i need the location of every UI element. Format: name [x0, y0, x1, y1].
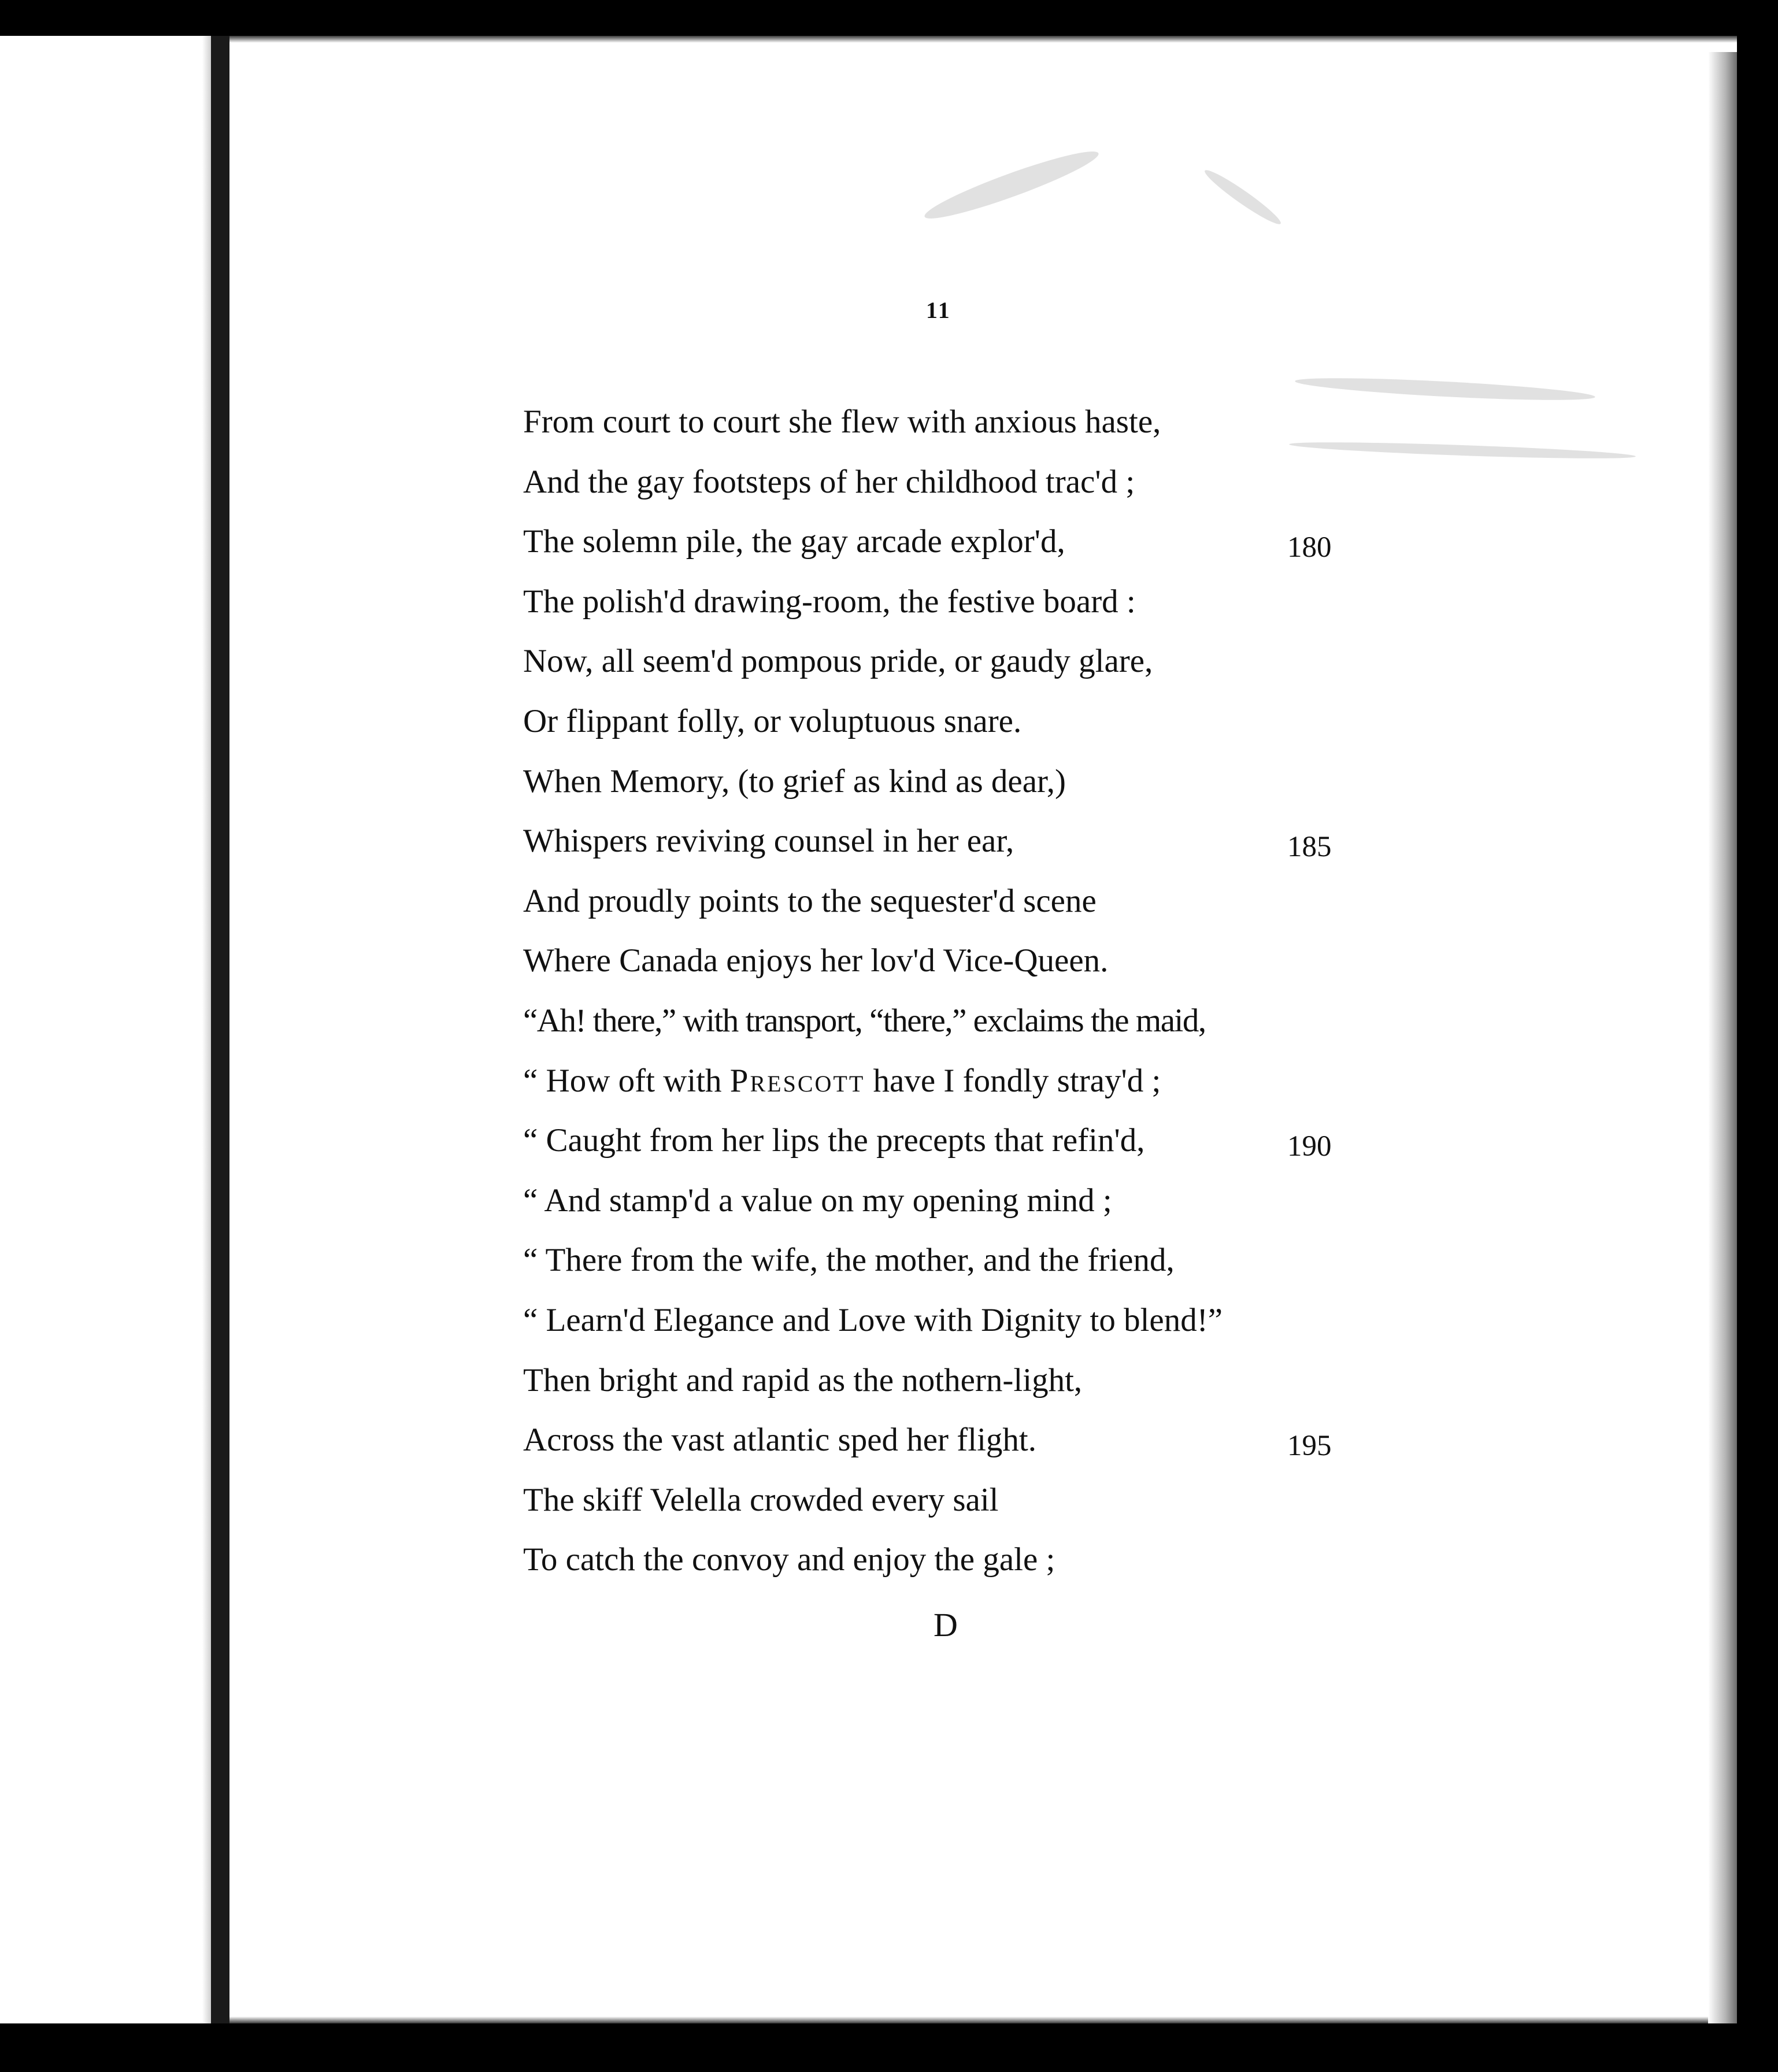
page-stain	[1201, 165, 1284, 229]
line-number: 190	[1287, 1130, 1332, 1163]
poem-line-text: “ There from the wife, the mother, and the friend,	[523, 1242, 1175, 1279]
poem-line	[523, 701, 1350, 761]
poem-line-text: When Memory, (to grief as kind as dear,)	[523, 763, 1066, 800]
poem-line-text: Whispers reviving counsel in her ear,	[523, 823, 1014, 860]
poem-line-text: “Ah! there,” with transport, “there,” exclaims the maid,	[523, 1002, 1206, 1039]
poem-line	[523, 881, 1350, 941]
poem-line	[523, 1061, 1350, 1121]
poem-line	[523, 402, 1350, 462]
line-number: 195	[1287, 1430, 1332, 1463]
poem-line	[523, 1540, 1350, 1600]
poem-line	[523, 821, 1350, 881]
page-stain	[921, 142, 1102, 227]
signature-mark: D	[934, 1606, 958, 1644]
poem-line-text: Or flippant folly, or voluptuous snare.	[523, 702, 1022, 739]
poem-line	[523, 521, 1350, 582]
page-number: 11	[926, 297, 951, 323]
line-number: 185	[1287, 831, 1332, 864]
page-stain	[1295, 373, 1596, 404]
poem-line-text	[523, 1061, 1161, 1101]
poem-line	[523, 761, 1350, 822]
poem-line-text: Now, all seem'd pompous pride, or gaudy glare,	[523, 643, 1153, 680]
gutter-shadow	[202, 36, 211, 2023]
poem-line-text: “ Learn'd Elegance and Love with Dignity to blend!”	[523, 1301, 1223, 1338]
poem-line-text: From court to court she flew with anxious haste,	[523, 404, 1161, 440]
poem-line	[523, 1480, 1350, 1540]
poem-line	[523, 1360, 1350, 1420]
poem-line-text: And the gay footsteps of her childhood trac'd ;	[523, 463, 1135, 500]
line-number: 180	[1287, 531, 1332, 564]
poem-line	[523, 1181, 1350, 1241]
scan-border-bottom	[0, 2023, 1778, 2072]
poem-text	[523, 402, 1350, 1600]
poem-line	[523, 641, 1350, 701]
poem-line-text: To catch the convoy and enjoy the gale ;	[523, 1541, 1055, 1578]
poem-line	[523, 1420, 1350, 1480]
poem-line	[523, 1300, 1350, 1360]
poem-line-text: The solemn pile, the gay arcade explor'd,	[523, 523, 1065, 560]
poem-line-text-before: “ How oft with	[523, 1062, 730, 1099]
scan-border-right	[1737, 0, 1778, 2072]
scan-border-top	[0, 0, 1778, 36]
poem-line-text: “ Caught from her lips the precepts that refin'd,	[523, 1122, 1145, 1159]
poem-line-text: Across the vast atlantic sped her flight.	[523, 1422, 1037, 1459]
poem-line	[523, 941, 1350, 1001]
name-small-caps: Prescott	[729, 1062, 865, 1099]
poem-line-text: And proudly points to the sequester'd scene	[523, 882, 1097, 919]
page-right-edge-shadow	[1708, 52, 1737, 2023]
poem-line-text: “ And stamp'd a value on my opening mind ;	[523, 1182, 1112, 1219]
book-gutter	[211, 36, 229, 2023]
poem-line-text: Where Canada enjoys her lov'd Vice-Queen.	[523, 942, 1109, 979]
poem-line	[523, 582, 1350, 642]
poem-line	[523, 1001, 1350, 1061]
poem-line-text: The skiff Velella crowded every sail	[523, 1481, 999, 1518]
page-bottom-edge	[229, 2016, 1737, 2023]
poem-line	[523, 1120, 1350, 1181]
poem-line	[523, 462, 1350, 522]
poem-line-text: Then bright and rapid as the nothern-light,	[523, 1361, 1083, 1398]
poem-line-text: The polish'd drawing-room, the festive board :	[523, 583, 1136, 620]
facing-page-blank	[0, 36, 211, 2023]
poem-line	[523, 1240, 1350, 1300]
page-top-edge	[229, 36, 1737, 43]
poem-line-text-after: have I fondly stray'd ;	[865, 1062, 1161, 1099]
